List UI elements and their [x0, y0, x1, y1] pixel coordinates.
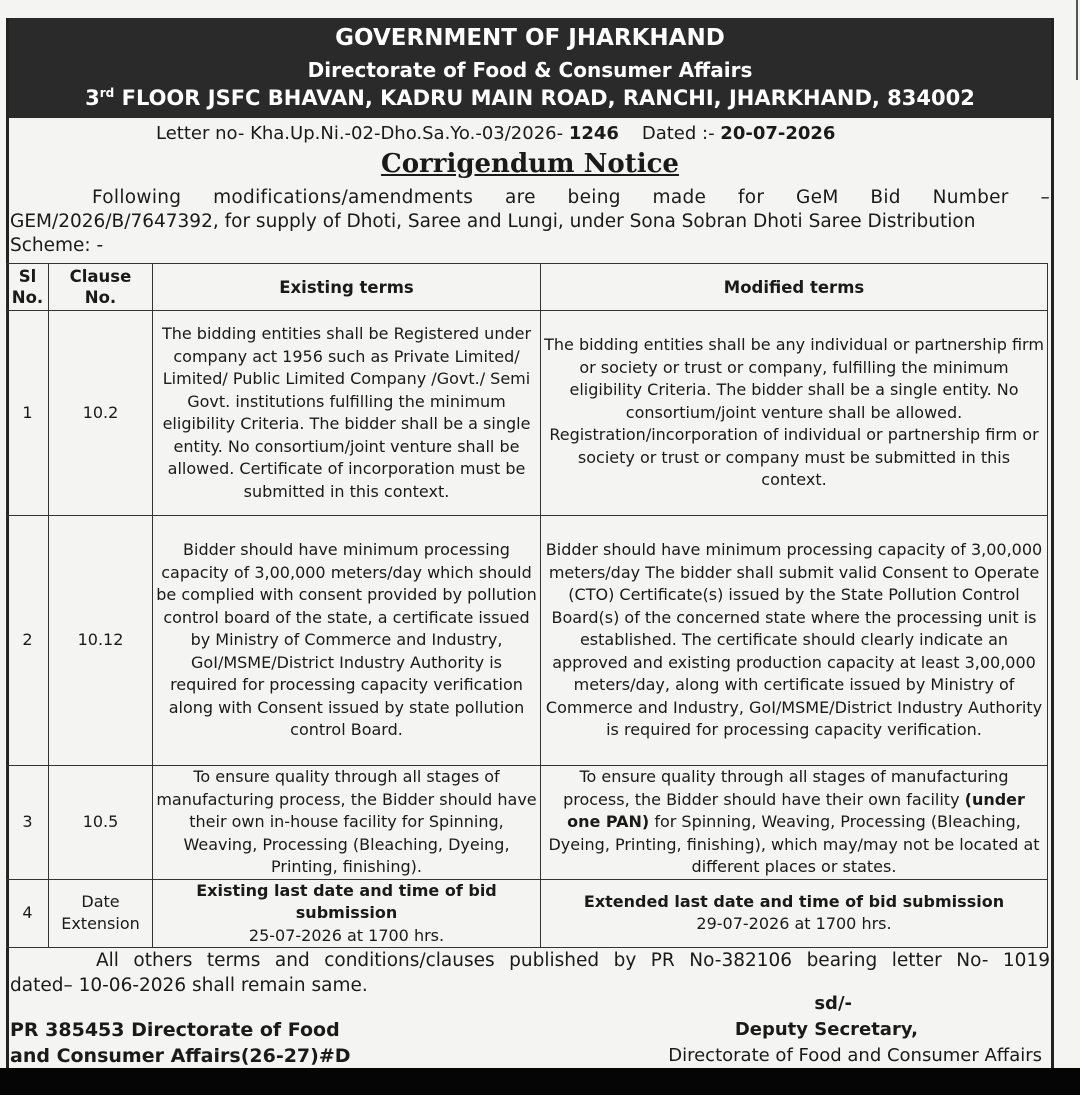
cell-modified	[541, 766, 1048, 880]
closing-line-1: All others terms and conditions/clauses published by PR No-382106 bearing letter No- 1019	[96, 950, 1050, 971]
address-floor-suffix: rd	[99, 86, 115, 100]
cell-modified	[541, 879, 1048, 948]
pr-line-2: and Consumer Affairs(26-27)#D	[10, 1045, 351, 1067]
table-row	[7, 879, 1048, 948]
modified-text-bold: (under one PAN)	[567, 789, 1025, 831]
signature-sd: sd/-	[814, 993, 852, 1014]
extended-date-label: Extended last date and time of bid submission	[583, 891, 1005, 911]
letter-number-prefix: Letter no- Kha.Up.Ni.-02-Dho.Sa.Yo.-03/2026-	[156, 123, 564, 144]
pr-reference	[10, 1017, 351, 1069]
letter-number: 1246	[568, 123, 619, 144]
header-modified-terms: Modified terms	[541, 264, 1048, 311]
signatory-designation: Deputy Secretary,	[734, 1019, 918, 1040]
cell-clause: 10.2	[49, 311, 153, 516]
existing-date: 25-07-2026 at 1700 hrs.	[248, 925, 445, 945]
header-sl-no: Sl No.	[7, 264, 49, 311]
page-edge	[1076, 0, 1078, 80]
header-clause-no: Clause No.	[49, 264, 153, 311]
letterhead	[6, 18, 1054, 118]
cell-existing: Bidder should have minimum processing capacity of 3,00,000 meters/day which should be complied with consent provided by pollution control board of the state, a certificate issued by Ministry of Commerce and Industry, GoI/MSME/District Industry Authority is required for processing capacity verification along with Consent issued by state pollution control Board.	[153, 516, 541, 766]
intro-paragraph	[10, 186, 1050, 258]
pr-line-1: PR 385453 Directorate of Food	[10, 1019, 340, 1041]
table-header-row	[7, 264, 1048, 311]
notice-document	[6, 18, 1054, 1068]
bottom-bar	[0, 1068, 1080, 1095]
cell-existing: To ensure quality through all stages of manufacturing process, the Bidder should have their own in-house facility for Spinning, Weaving, Processing (Bleaching, Dyeing, Printing, finishing).	[153, 766, 541, 880]
cell-clause: 10.12	[49, 516, 153, 766]
cell-existing	[153, 879, 541, 948]
modified-text-before: To ensure quality through all stages of manufacturing process, the Bidder should have their own facility	[563, 767, 1009, 809]
table-row	[7, 311, 1048, 516]
extended-date: 29-07-2026 at 1700 hrs.	[696, 914, 892, 934]
cell-sl: 2	[7, 516, 49, 766]
table-row	[7, 516, 1048, 766]
directorate-name: Directorate of Food & Consumer Affairs	[307, 58, 753, 82]
address	[9, 86, 1051, 110]
header-existing-terms: Existing terms	[153, 264, 541, 311]
existing-date-label: Existing last date and time of bid submission	[196, 880, 497, 922]
dated-label: Dated :-	[641, 123, 715, 144]
cell-sl: 3	[7, 766, 49, 880]
cell-existing: The bidding entities shall be Registered under company act 1956 such as Private Limited/ Limited/ Public Limited Company /Govt./ Semi Govt. institutions fulfilling the minimum eligibility Criteria. The bidder shall be a single entity. No consortium/joint venture shall be allowed. Certificate of incorporation must be submitted in this context.	[153, 311, 541, 516]
signatory-office: Directorate of Food and Consumer Affairs	[668, 1045, 1042, 1066]
page-title: Corrigendum Notice	[381, 149, 679, 179]
address-rest: FLOOR JSFC BHAVAN, KADRU MAIN ROAD, RANCHI, JHARKHAND, 834002	[114, 86, 975, 110]
modified-text-after: for Spinning, Weaving, Processing (Bleaching, Dyeing, Printing, finishing), which may/may not be located at different places or states.	[548, 812, 1040, 876]
intro-line-1: Following modifications/amendments are being made for GeM Bid Number –	[92, 187, 1050, 208]
cell-modified: Bidder should have minimum processing capacity of 3,00,000 meters/day The bidder shall submit valid Consent to Operate (CTO) Certificate(s) issued by the State Pollution Control Board(s) of the concerned state where the processing unit is established. The certificate should clearly indicate an approved and existing production capacity at least 3,00,000 meters/day, along with certificate issued by Ministry of Commerce and Industry, GoI/MSME/District Industry Authority is required for processing capacity verification.	[541, 516, 1048, 766]
cell-sl: 4	[7, 879, 49, 948]
cell-modified: The bidding entities shall be any individual or partnership firm or society or trust or company, fulfilling the minimum eligibility Criteria. The bidder shall be a single entity. No consortium/joint venture shall be allowed. Registration/incorporation of individual or partnership firm or society or trust or company must be submitted in this context.	[541, 311, 1048, 516]
letter-date: 20-07-2026	[720, 123, 836, 144]
cell-sl: 1	[7, 311, 49, 516]
amendments-table	[6, 263, 1048, 948]
govt-name: GOVERNMENT OF JHARKHAND	[335, 25, 725, 51]
letter-reference	[156, 123, 835, 144]
address-floor: 3	[85, 86, 100, 110]
closing-line-2: dated– 10-06-2026 shall remain same.	[10, 975, 368, 996]
intro-rest: GEM/2026/B/7647392, for supply of Dhoti, Saree and Lungi, under Sona Sobran Dhoti Saree Distribution Scheme: -	[10, 211, 976, 256]
cell-clause: Date Extension	[49, 879, 153, 948]
cell-clause: 10.5	[49, 766, 153, 880]
table-row	[7, 766, 1048, 880]
signature-block	[668, 991, 1042, 1069]
